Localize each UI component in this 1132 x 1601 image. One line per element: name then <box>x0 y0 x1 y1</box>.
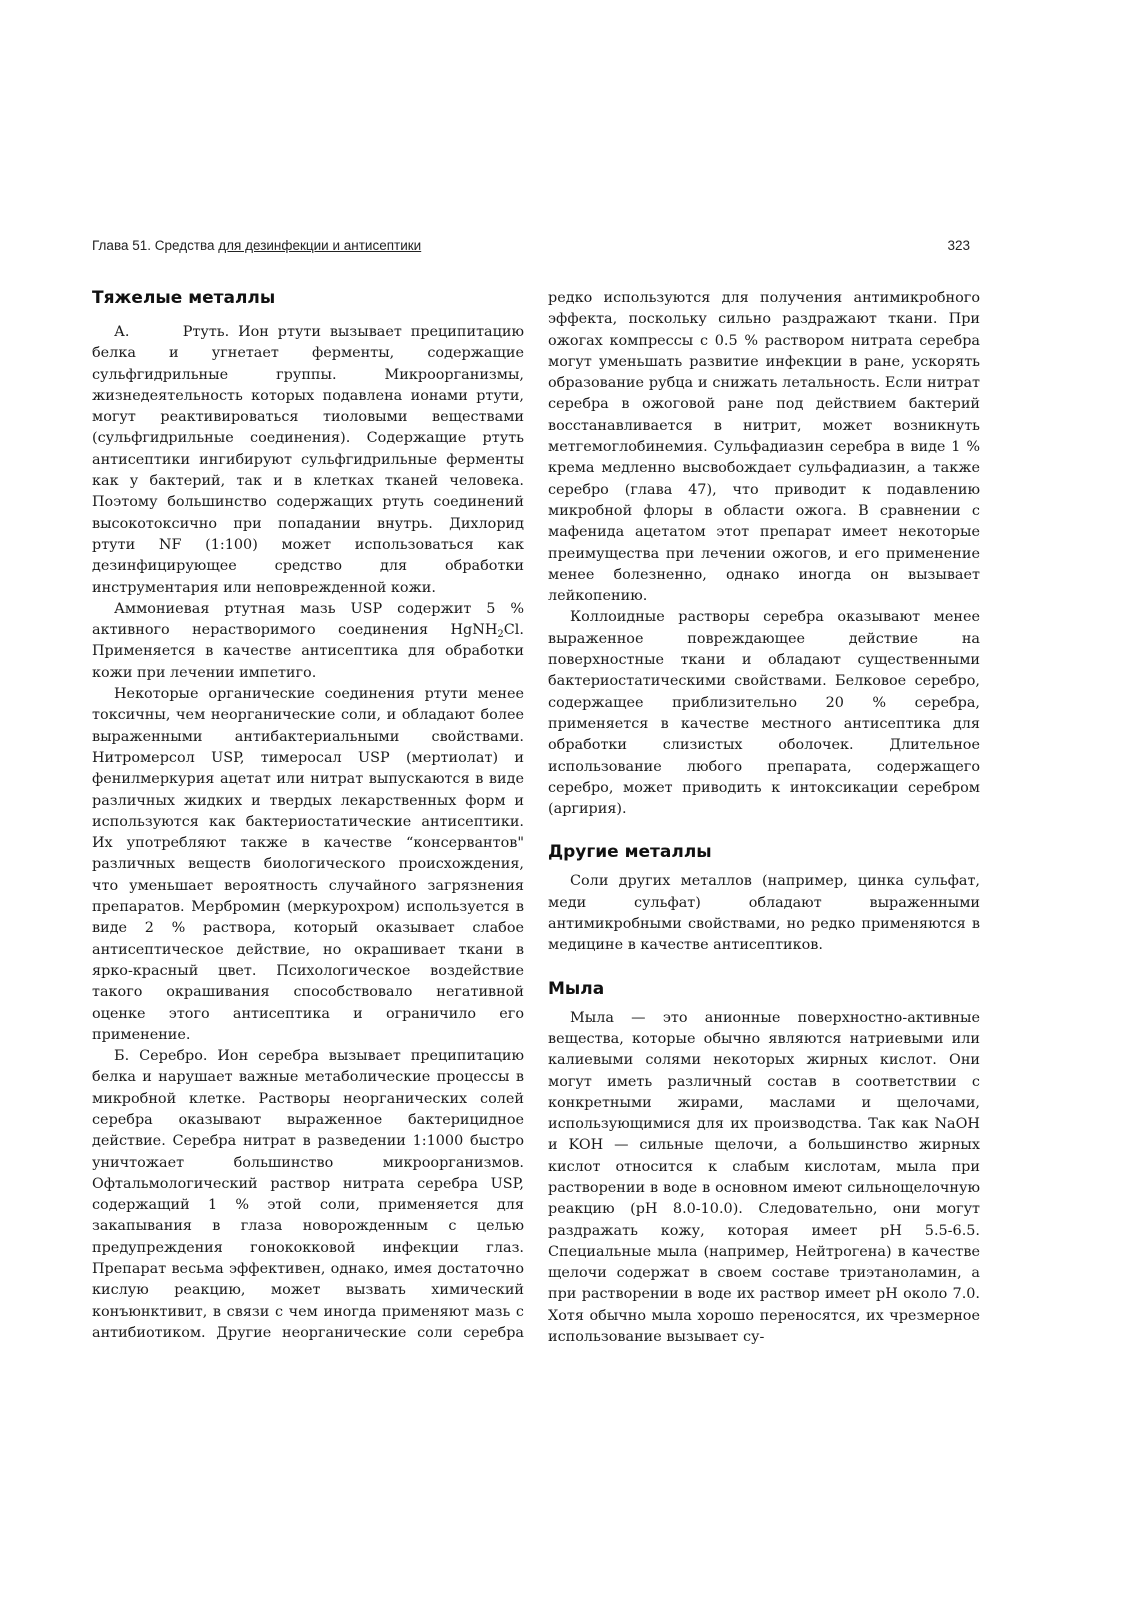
page-number: 323 <box>947 238 970 253</box>
paragraph-mercury: А. Ртуть. Ион ртути вызывает преципитацию белка и угнетает ферменты, содержащие сульфгидрильные группы. Микроорганизмы, жизнедеятельность которых подавлена ионами ртути, могут реактивироваться тиоловыми веществами (сульфгидрильные соединения). Содержащие ртуть антисептики ингибируют сульфгидрильные ферменты как у бактерий, так и в клетках тканей человека. Поэтому большинство содержащих ртуть соединений высокотоксично при попадании внутрь. Дихлорид ртути NF (1:100) может использоваться как дезинфицирующее средство для обработки инструментария или неповрежденной кожи. <box>92 324 524 596</box>
chapter-title <box>92 238 421 253</box>
formula-subscript: 2 <box>497 629 504 641</box>
paragraph-silver-continued: редко используются для получения антимикробного эффекта, поскольку сильно раздражают ткани. При ожогах компрессы с 0.5 % раствором нитрата серебра могут уменьшать развитие инфекции в ране, ускорять образование рубца и снижать летальность. Если нитрат серебра в ожоговой ране под действием бактерий восстанавливается в нитрит, может возникнуть метгемоглобинемия. Сульфадиазин серебра в виде 1 % крема медленно высвобождает сульфадиазин, а также серебро (глава 47), что приводит к подавлению микробной флоры в области ожога. В сравнении с мафенида ацетатом этот препарат имеет некоторые преимущества при лечении ожогов, и его применение менее болезненно, однако иногда он вызывает лейкопению. <box>548 290 980 605</box>
paragraph-silver: Б. Серебро. Ион серебра вызывает преципитацию белка и нарушает важные метаболические процессы в микробной клетке. Растворы неорганических солей серебра оказывают выраженное бактерицидное действие. Серебра нитрат в разведении 1:1000 быстро уничтожает большинство микроорганизмов. Офтальмологический раствор нитрата серебра USP, содержащий 1 % этой соли, применяется для закапывания в глаза новорожденным с целью предупреждения гонококковой инфекции глаз. Препарат весьма эффективен, однако, имея достаточно кислую реакцию, может вызвать химический конъюнктивит, в связи с чем иногда применяют мазь с антибиотиком. Другие неорганические соли серебра <box>92 1048 524 1341</box>
paragraph-ammoniated-mercury <box>92 599 524 684</box>
paragraph-organic-mercury: Некоторые органические соединения ртути менее токсичны, чем неорганические соли, и обладают более выраженными антибактериальными свойствами. Нитромерсол USP, тимеросал USP (мертиолат) и фенилмеркурия ацетат или нитрат выпускаются в виде различных жидких и твердых лекарственных форм и используются как бактериостатические антисептики. Их употребляют также в качестве “консервантов" различных веществ биологического происхождения, что уменьшает вероятность случайного загрязнения препаратов. Мербромин (меркурохром) используется в виде 2 % раствора, который оказывает слабое антисептическое действие, но окрашивает ткани в ярко-красный цвет. Психологическое воздействие такого окрашивания способствовало негативной оценке этого антисептика и ограничило его применение. <box>92 686 524 1043</box>
section-heading-soaps: Мыла <box>548 978 605 999</box>
paragraph-other-metals: Соли других металлов (например, цинка сульфат, меди сульфат) обладают выраженными антимикробными свойствами, но редко применяются в медицине в качестве антисептиков. <box>548 873 980 954</box>
paragraph-ammoniated-mercury-text-b: Cl. Применяется в качестве антисептика для обработки кожи при лечении импетиго. <box>92 622 524 681</box>
left-column <box>92 288 524 1344</box>
chapter-title-underlined: для дезинфекции и антисептики <box>218 238 422 253</box>
paragraph-colloidal-silver: Коллоидные растворы серебра оказывают менее выраженное повреждающее действие на поверхностные ткани и обладают существенными бактериостатическими свойствами. Белковое серебро, содержащее приблизительно 20 % серебра, применяется в качестве местного антисептика для обработки слизистых оболочек. Длительное использование любого препарата, содержащего серебро, может приводить к интоксикации серебром (аргирия). <box>548 609 980 818</box>
paragraph-ammoniated-mercury-text-a: Аммониевая ртутная мазь USP содержит 5 % активного нерастворимого соединения HgNH <box>92 600 524 639</box>
running-header <box>92 238 970 258</box>
right-column <box>548 288 980 1348</box>
section-heading-heavy-metals: Тяжелые металлы <box>92 288 276 308</box>
section-heading-other-metals: Другие металлы <box>548 842 712 863</box>
chapter-title-prefix: Глава 51. Средства <box>92 238 219 253</box>
paragraph-soaps: Мыла — это анионные поверхностно-активные вещества, которые обычно являются натриевыми или калиевыми солями некоторых жирных кислот. Они могут иметь различный состав в соответствии с конкретными жирами, маслами и щелочами, использующимися для их производства. Так как NaOH и KOH — сильные щелочи, а большинство жирных кислот относится к слабым кислотам, мыла при растворении в воде в основном имеют сильнощелочную реакцию (pH 8.0-10.0). Следовательно, они могут раздражать кожу, которая имеет pH 5.5-6.5. Специальные мыла (например, Нейтрогена) в качестве щелочи содержат в своем составе триэтаноламин, а при растворении в воде их раствор имеет pH около 7.0. Хотя обычно мыла хорошо переносятся, их чрезмерное использование вызывает су- <box>548 1009 980 1346</box>
